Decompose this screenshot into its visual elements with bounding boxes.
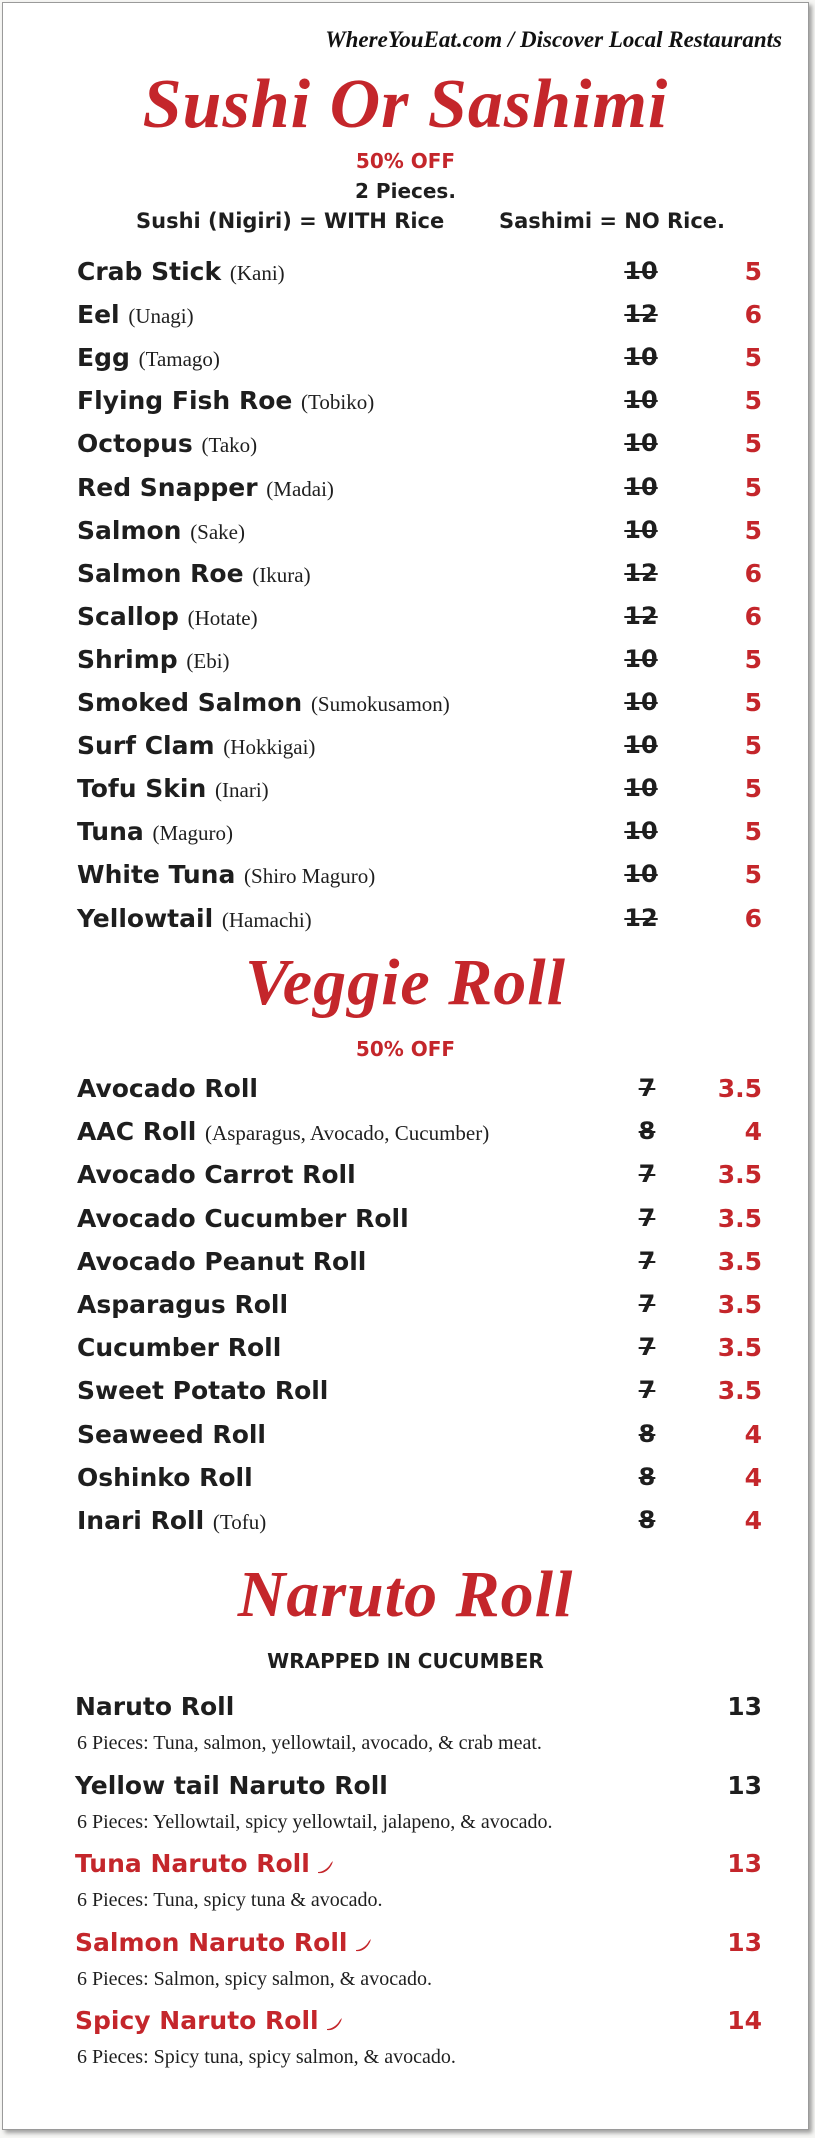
item-name bbox=[77, 1160, 356, 1189]
item-name bbox=[75, 1928, 372, 1959]
item-japanese-name: (Sake) bbox=[190, 519, 245, 544]
naruto-list-item bbox=[75, 1849, 762, 1921]
item-name bbox=[77, 645, 230, 674]
item-japanese-name: (Ikura) bbox=[252, 562, 311, 587]
item-name bbox=[77, 1074, 258, 1103]
sushi-list-item bbox=[77, 688, 762, 728]
original-price: 12 bbox=[624, 300, 658, 329]
item-name-text: Salmon Roe bbox=[77, 558, 244, 588]
item-name bbox=[77, 257, 285, 286]
item-japanese-name: (Shiro Maguro) bbox=[244, 864, 376, 889]
item-name bbox=[77, 559, 311, 588]
sushi-list-item bbox=[77, 645, 762, 685]
item-name-text: Seaweed Roll bbox=[77, 1419, 267, 1449]
sashimi-rice-note: Sashimi = NO Rice. bbox=[499, 209, 726, 233]
item-name bbox=[77, 774, 269, 803]
item-name-text: Yellow tail Naruto Roll bbox=[75, 1770, 388, 1800]
item-name bbox=[77, 1117, 489, 1146]
original-price: 7 bbox=[638, 1333, 656, 1362]
item-name-text: Naruto Roll bbox=[75, 1692, 235, 1721]
naruto-list-item bbox=[75, 1928, 762, 2000]
item-name-text: Asparagus Roll bbox=[77, 1290, 289, 1319]
sushi-list-item bbox=[77, 602, 762, 642]
item-japanese-name: (Inari) bbox=[215, 778, 269, 803]
item-name-text: White Tuna bbox=[77, 860, 236, 890]
item-description: 6 Pieces: Spicy tuna, spicy salmon, & avocado. bbox=[77, 2046, 456, 2068]
discount-price: 3.5 bbox=[717, 1246, 762, 1276]
item-price: 14 bbox=[727, 2006, 762, 2035]
chili-pepper-icon bbox=[354, 1929, 372, 1958]
item-description: 6 Pieces: Tuna, salmon, yellowtail, avocado, & crab meat. bbox=[77, 1732, 542, 1754]
veggie-list-item bbox=[77, 1333, 762, 1373]
item-price: 13 bbox=[727, 1927, 762, 1957]
sushi-list-item bbox=[77, 516, 762, 556]
veggie-list-item bbox=[77, 1160, 762, 1200]
item-description: 6 Pieces: Tuna, spicy tuna & avocado. bbox=[77, 1889, 383, 1911]
item-name-text: Yellowtail bbox=[77, 903, 214, 933]
item-name bbox=[77, 1333, 281, 1362]
item-name-text: Eel bbox=[77, 300, 120, 330]
discount-price: 3.5 bbox=[717, 1074, 762, 1103]
item-name-text: Crab Stick bbox=[77, 257, 222, 286]
original-price: 10 bbox=[624, 860, 658, 889]
veggie-list-item bbox=[77, 1247, 762, 1287]
item-name bbox=[77, 429, 257, 458]
item-japanese-name: (Ebi) bbox=[186, 648, 230, 673]
item-name-text: Tofu Skin bbox=[77, 774, 207, 804]
item-name bbox=[77, 1420, 266, 1449]
discount-price: 5 bbox=[744, 860, 762, 890]
original-price: 10 bbox=[624, 343, 658, 372]
original-price: 10 bbox=[624, 429, 658, 458]
item-price: 13 bbox=[727, 1692, 762, 1721]
original-price: 7 bbox=[638, 1246, 656, 1275]
item-japanese-name: (Asparagus, Avocado, Cucumber) bbox=[205, 1121, 490, 1146]
item-name-text: AAC Roll bbox=[77, 1117, 197, 1147]
original-price: 12 bbox=[624, 903, 658, 932]
item-japanese-name: (Hamachi) bbox=[221, 907, 312, 932]
item-name-text: Inari Roll bbox=[77, 1506, 205, 1535]
discount-price: 3.5 bbox=[717, 1203, 762, 1233]
item-name bbox=[77, 1506, 266, 1535]
discount-price: 3.5 bbox=[717, 1333, 762, 1363]
discount-price: 4 bbox=[744, 1506, 762, 1535]
discount-price: 3.5 bbox=[717, 1290, 762, 1319]
item-name-text: Cucumber Roll bbox=[77, 1333, 282, 1363]
item-name-text: Surf Clam bbox=[77, 731, 215, 761]
item-name bbox=[75, 1849, 334, 1880]
item-name-text: Spicy Naruto Roll bbox=[75, 2006, 319, 2035]
original-price: 10 bbox=[624, 817, 658, 846]
item-name-text: Salmon Naruto Roll bbox=[75, 1927, 348, 1957]
item-japanese-name: (Madai) bbox=[266, 476, 334, 501]
item-name-text: Avocado Peanut Roll bbox=[77, 1246, 367, 1276]
item-name bbox=[77, 1376, 328, 1405]
item-japanese-name: (Kani) bbox=[229, 261, 285, 285]
original-price: 10 bbox=[624, 688, 658, 716]
sushi-list-item bbox=[77, 386, 762, 426]
sushi-rice-note: Sushi (Nigiri) = WITH Rice bbox=[136, 209, 445, 233]
item-description: 6 Pieces: Yellowtail, spicy yellowtail, jalapeno, & avocado. bbox=[77, 1810, 553, 1833]
original-price: 12 bbox=[624, 558, 658, 587]
item-name bbox=[77, 860, 375, 889]
original-price: 12 bbox=[624, 601, 658, 630]
discount-price: 5 bbox=[744, 515, 762, 545]
original-price: 10 bbox=[624, 515, 658, 544]
original-price: 7 bbox=[638, 1376, 656, 1405]
item-name-text: Flying Fish Roe bbox=[77, 386, 293, 416]
item-name-text: Avocado Roll bbox=[77, 1074, 258, 1103]
discount-price: 5 bbox=[744, 343, 762, 373]
item-name bbox=[77, 904, 312, 933]
original-price: 8 bbox=[638, 1462, 656, 1491]
item-name-text: Octopus bbox=[77, 429, 193, 459]
item-name bbox=[77, 1463, 253, 1492]
naruto-subtitle: WRAPPED IN CUCUMBER bbox=[267, 1649, 544, 1673]
item-name bbox=[77, 516, 245, 545]
veggie-list-item bbox=[77, 1463, 762, 1503]
naruto-list-item bbox=[75, 1692, 762, 1764]
veggie-list-item bbox=[77, 1376, 762, 1416]
discount-price: 5 bbox=[744, 429, 762, 459]
item-name bbox=[77, 1247, 366, 1276]
original-price: 10 bbox=[624, 386, 658, 415]
discount-price: 6 bbox=[744, 601, 762, 631]
item-name-text: Sweet Potato Roll bbox=[77, 1376, 329, 1406]
menu-page bbox=[2, 2, 809, 2130]
discount-price: 5 bbox=[744, 386, 762, 416]
item-description: 6 Pieces: Salmon, spicy salmon, & avocado. bbox=[77, 1967, 432, 1990]
item-japanese-name: (Tako) bbox=[201, 433, 258, 458]
original-price: 10 bbox=[624, 731, 658, 760]
item-japanese-name: (Unagi) bbox=[128, 304, 194, 329]
sushi-list-item bbox=[77, 343, 762, 383]
original-price: 10 bbox=[624, 472, 658, 501]
original-price: 10 bbox=[624, 644, 658, 673]
item-japanese-name: (Sumokusamon) bbox=[310, 692, 450, 716]
sushi-list-item bbox=[77, 429, 762, 469]
item-japanese-name: (Tobiko) bbox=[301, 390, 375, 415]
original-price: 8 bbox=[638, 1506, 656, 1534]
discount-price: 4 bbox=[744, 1419, 762, 1449]
original-price: 10 bbox=[624, 774, 658, 803]
item-name-text: Salmon bbox=[77, 515, 182, 545]
item-japanese-name: (Tofu) bbox=[212, 1510, 267, 1534]
discount-price: 6 bbox=[744, 903, 762, 933]
discount-price: 5 bbox=[744, 774, 762, 804]
discount-price: 5 bbox=[744, 731, 762, 761]
item-japanese-name: (Tamago) bbox=[138, 347, 220, 372]
item-name-text: Shrimp bbox=[77, 644, 178, 674]
veggie-list-item bbox=[77, 1117, 762, 1157]
discount-price: 4 bbox=[744, 1117, 762, 1147]
original-price: 8 bbox=[638, 1117, 656, 1146]
original-price: 8 bbox=[638, 1419, 656, 1448]
item-name bbox=[77, 731, 315, 760]
original-price: 7 bbox=[638, 1290, 656, 1318]
sushi-pieces: 2 Pieces. bbox=[355, 179, 456, 203]
chili-pepper-icon bbox=[325, 2008, 343, 2037]
item-name bbox=[77, 473, 334, 502]
item-name-text: Oshinko Roll bbox=[77, 1462, 253, 1492]
sushi-list-item bbox=[77, 473, 762, 513]
discount-price: 3.5 bbox=[717, 1160, 762, 1190]
naruto-section-title: Naruto Roll bbox=[237, 1558, 574, 1631]
discount-price: 5 bbox=[744, 817, 762, 847]
item-name-text: Red Snapper bbox=[77, 472, 258, 502]
sushi-section-title: Sushi Or Sashimi bbox=[142, 66, 669, 143]
item-name bbox=[77, 1204, 409, 1233]
discount-price: 4 bbox=[744, 1462, 762, 1492]
item-name bbox=[77, 1290, 288, 1319]
veggie-discount: 50% OFF bbox=[355, 1037, 456, 1061]
sushi-list-item bbox=[77, 860, 762, 900]
veggie-list-item bbox=[77, 1204, 762, 1244]
item-name-text: Smoked Salmon bbox=[77, 688, 303, 717]
item-japanese-name: (Hokkigai) bbox=[223, 735, 316, 760]
item-japanese-name: (Hotate) bbox=[187, 605, 258, 630]
original-price: 7 bbox=[638, 1203, 656, 1232]
sushi-discount: 50% OFF bbox=[355, 149, 456, 173]
item-name bbox=[77, 688, 450, 717]
item-name bbox=[77, 343, 220, 372]
sushi-list-item bbox=[77, 300, 762, 340]
discount-price: 3.5 bbox=[717, 1376, 762, 1406]
sushi-list-item bbox=[77, 817, 762, 857]
discount-price: 6 bbox=[744, 558, 762, 588]
veggie-list-item bbox=[77, 1074, 762, 1114]
item-name-text: Tuna bbox=[77, 817, 144, 847]
item-name-text: Tuna Naruto Roll bbox=[75, 1849, 310, 1878]
discount-price: 5 bbox=[744, 472, 762, 502]
item-price: 13 bbox=[727, 1770, 762, 1800]
discount-price: 6 bbox=[744, 300, 762, 330]
naruto-list-item bbox=[75, 1771, 762, 1843]
item-japanese-name: (Maguro) bbox=[152, 821, 233, 846]
chili-pepper-icon bbox=[316, 1851, 334, 1880]
veggie-list-item bbox=[77, 1506, 762, 1546]
sushi-list-item bbox=[77, 559, 762, 599]
veggie-list-item bbox=[77, 1420, 762, 1460]
item-name-text: Avocado Cucumber Roll bbox=[77, 1203, 409, 1233]
discount-price: 5 bbox=[744, 644, 762, 674]
sushi-list-item bbox=[77, 731, 762, 771]
original-price: 10 bbox=[624, 257, 658, 285]
item-name bbox=[75, 1692, 234, 1721]
original-price: 7 bbox=[638, 1074, 656, 1102]
item-name-text: Egg bbox=[77, 343, 130, 373]
original-price: 7 bbox=[638, 1160, 656, 1189]
discount-price: 5 bbox=[744, 257, 762, 286]
sushi-list-item bbox=[77, 774, 762, 814]
site-credit: WhereYouEat.com / Discover Local Restaurants bbox=[325, 27, 782, 52]
veggie-section-title: Veggie Roll bbox=[245, 946, 566, 1019]
discount-price: 5 bbox=[744, 688, 762, 717]
item-name bbox=[77, 602, 258, 631]
item-name-text: Scallop bbox=[77, 601, 179, 631]
item-name-text: Avocado Carrot Roll bbox=[77, 1160, 356, 1190]
item-name bbox=[77, 300, 194, 329]
item-price: 13 bbox=[727, 1849, 762, 1878]
sushi-list-item bbox=[77, 904, 762, 944]
item-name bbox=[77, 817, 233, 846]
sushi-list-item bbox=[77, 257, 762, 297]
veggie-list-item bbox=[77, 1290, 762, 1330]
item-name bbox=[75, 2006, 343, 2037]
item-name bbox=[77, 386, 374, 415]
naruto-list-item bbox=[75, 2006, 762, 2078]
item-name bbox=[75, 1771, 388, 1800]
